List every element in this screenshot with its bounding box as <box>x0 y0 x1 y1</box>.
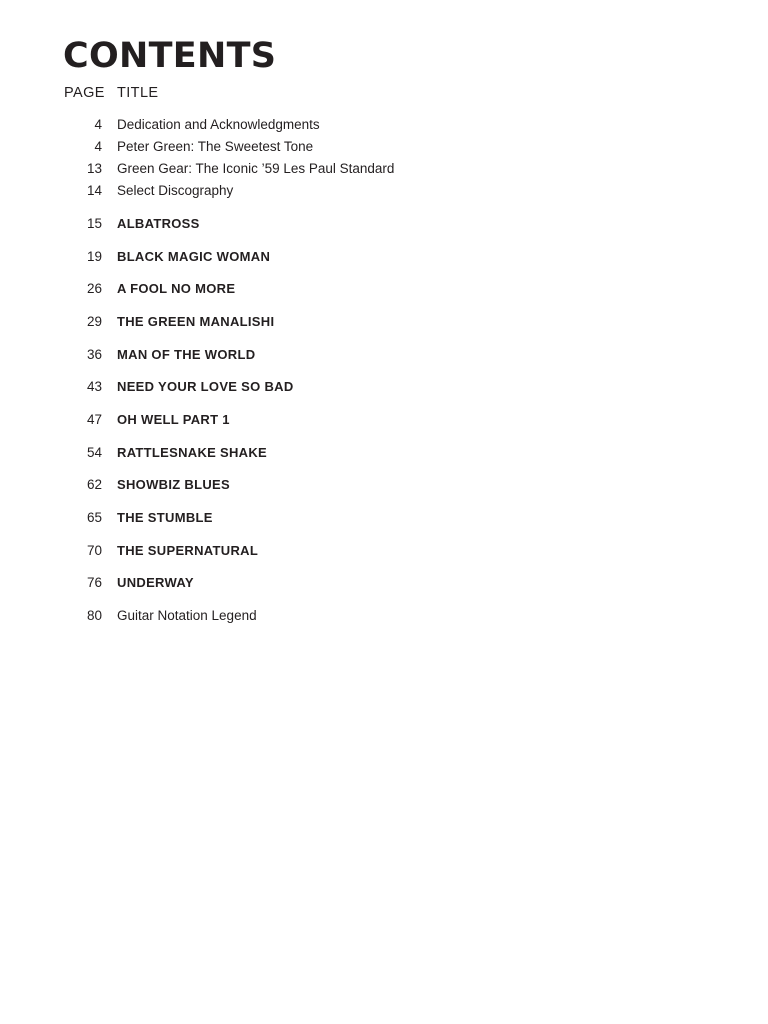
entry-title: NEED YOUR LOVE SO BAD <box>117 379 294 394</box>
entry-title: RATTLESNAKE SHAKE <box>117 445 268 460</box>
entry-title: THE GREEN MANALISHI <box>117 314 275 329</box>
page-number: 62 <box>86 477 102 492</box>
entry-title: Peter Green: The Sweetest Tone <box>117 139 314 154</box>
entry-title: Green Gear: The Iconic ’59 Les Paul Standard <box>117 161 395 176</box>
toc-entry-dedication[interactable] <box>0 116 600 134</box>
page-number: 4 <box>94 139 102 154</box>
page-number: 29 <box>86 314 102 329</box>
page-number: 47 <box>86 412 102 427</box>
page-number: 70 <box>86 543 102 558</box>
entry-title: Guitar Notation Legend <box>117 608 257 623</box>
toc-entry-albatross[interactable] <box>0 215 600 233</box>
toc-entry-the-stumble[interactable] <box>0 509 600 527</box>
page-number: 43 <box>86 379 102 394</box>
page-number: 65 <box>86 510 102 525</box>
toc-entry-green-gear[interactable] <box>0 160 600 178</box>
entry-title: Dedication and Acknowledgments <box>117 117 320 132</box>
page-number: 15 <box>86 216 102 231</box>
toc-entry-a-fool-no-more[interactable] <box>0 280 600 298</box>
toc-entry-notation-legend[interactable] <box>0 607 600 625</box>
toc-entry-underway[interactable] <box>0 574 600 592</box>
entry-title: BLACK MAGIC WOMAN <box>117 249 271 264</box>
title-column-header: TITLE <box>117 85 159 101</box>
toc-entry-need-your-love[interactable] <box>0 378 600 396</box>
entry-title: MAN OF THE WORLD <box>117 347 256 362</box>
page-number: 80 <box>86 608 102 623</box>
page-number: 19 <box>86 249 102 264</box>
page-title: CONTENTS <box>63 36 277 76</box>
toc-entry-green-manalishi[interactable] <box>0 313 600 331</box>
toc-entry-oh-well[interactable] <box>0 411 600 429</box>
toc-entry-the-supernatural[interactable] <box>0 542 600 560</box>
entry-title: THE STUMBLE <box>117 510 213 525</box>
entry-title: THE SUPERNATURAL <box>117 543 259 558</box>
entry-title: Select Discography <box>117 183 234 198</box>
entry-title: OH WELL PART 1 <box>117 412 230 427</box>
page-number: 13 <box>86 161 102 176</box>
entry-title: A FOOL NO MORE <box>117 281 236 296</box>
toc-entry-black-magic-woman[interactable] <box>0 248 600 266</box>
toc-entry-sweetest-tone[interactable] <box>0 138 600 156</box>
entry-title: SHOWBIZ BLUES <box>117 477 230 492</box>
toc-entry-rattlesnake-shake[interactable] <box>0 444 600 462</box>
page-number: 26 <box>86 281 102 296</box>
entry-title: UNDERWAY <box>117 575 194 590</box>
entry-title: ALBATROSS <box>117 216 200 231</box>
toc-entry-showbiz-blues[interactable] <box>0 476 600 494</box>
page-number: 4 <box>94 117 102 132</box>
toc-entry-discography[interactable] <box>0 182 600 200</box>
page-number: 14 <box>86 183 102 198</box>
page-number: 76 <box>86 575 102 590</box>
page-number: 36 <box>86 347 102 362</box>
toc-entry-man-of-the-world[interactable] <box>0 346 600 364</box>
page-column-header: PAGE <box>64 85 105 101</box>
page-number: 54 <box>86 445 102 460</box>
